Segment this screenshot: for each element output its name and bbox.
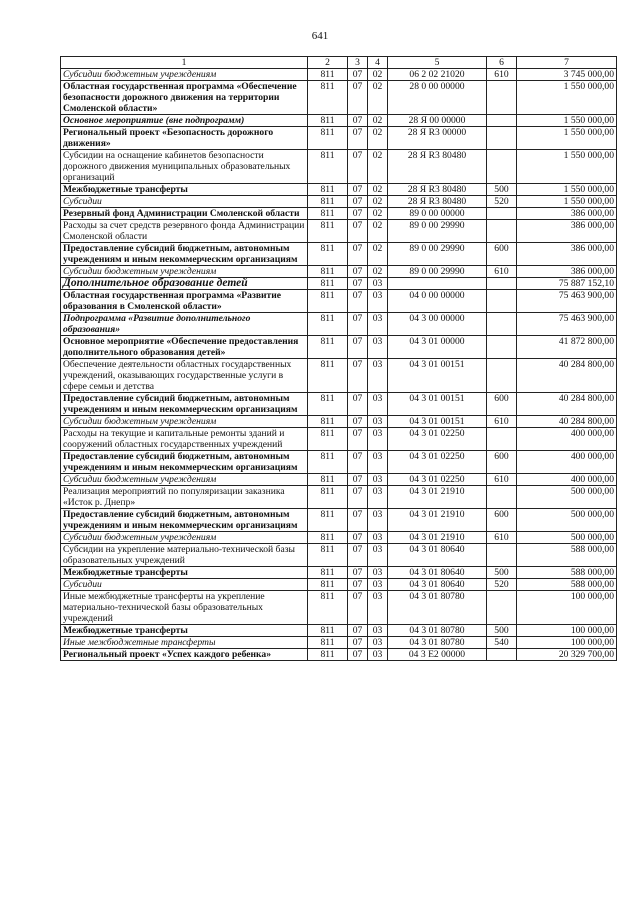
row-target-article-cell: 04 3 E2 00000: [388, 649, 487, 661]
row-expense-type-cell: [487, 544, 517, 567]
table-row: [61, 451, 617, 474]
row-target-article-cell: 04 3 01 80780: [388, 591, 487, 625]
row-code-cell: 811: [308, 336, 348, 359]
row-code-cell: 811: [308, 69, 348, 81]
header-cell: 4: [368, 57, 388, 69]
row-target-article-cell: 28 Я R3 80480: [388, 196, 487, 208]
row-code-cell: 811: [308, 290, 348, 313]
table-row: [61, 208, 617, 220]
row-subsection-cell: 03: [368, 532, 388, 544]
row-amount-cell: 588 000,00: [517, 579, 617, 591]
row-code-cell: 811: [308, 196, 348, 208]
row-name-cell: Межбюджетные трансферты: [61, 567, 308, 579]
row-code-cell: 811: [308, 313, 348, 336]
row-subsection-cell: 02: [368, 127, 388, 150]
row-expense-type-cell: 610: [487, 416, 517, 428]
row-section-cell: 07: [348, 266, 368, 278]
table-row: [61, 649, 617, 661]
header-cell: 5: [388, 57, 487, 69]
row-name-cell: Субсидии бюджетным учреждениям: [61, 266, 308, 278]
row-amount-cell: 386 000,00: [517, 220, 617, 243]
row-target-article-cell: 89 0 00 29990: [388, 220, 487, 243]
row-section-cell: 07: [348, 486, 368, 509]
table-row: [61, 486, 617, 509]
row-target-article-cell: 04 3 01 02250: [388, 428, 487, 451]
row-name-cell: Обеспечение деятельности областных государственных учреждений, оказывающих государственные услуги в сфере семьи и детства: [61, 359, 308, 393]
row-expense-type-cell: [487, 359, 517, 393]
row-amount-cell: 40 284 800,00: [517, 416, 617, 428]
row-expense-type-cell: [487, 81, 517, 115]
table-row: [61, 243, 617, 266]
row-subsection-cell: 03: [368, 451, 388, 474]
row-expense-type-cell: [487, 115, 517, 127]
row-target-article-cell: 04 3 01 80780: [388, 637, 487, 649]
row-expense-type-cell: [487, 150, 517, 184]
row-expense-type-cell: [487, 649, 517, 661]
row-code-cell: 811: [308, 127, 348, 150]
table-row: [61, 220, 617, 243]
row-expense-type-cell: [487, 313, 517, 336]
row-target-article-cell: 04 3 01 00000: [388, 336, 487, 359]
row-code-cell: 811: [308, 208, 348, 220]
row-expense-type-cell: 600: [487, 393, 517, 416]
row-name-cell: Резервный фонд Администрации Смоленской области: [61, 208, 308, 220]
table-row: [61, 115, 617, 127]
row-subsection-cell: 02: [368, 220, 388, 243]
table-row: [61, 579, 617, 591]
row-section-cell: 07: [348, 278, 368, 290]
row-section-cell: 07: [348, 220, 368, 243]
row-section-cell: 07: [348, 416, 368, 428]
table-row: [61, 69, 617, 81]
row-section-cell: 07: [348, 69, 368, 81]
row-expense-type-cell: 520: [487, 579, 517, 591]
table-row: [61, 196, 617, 208]
row-code-cell: 811: [308, 474, 348, 486]
row-name-cell: Региональный проект «Успех каждого ребенка»: [61, 649, 308, 661]
row-amount-cell: 1 550 000,00: [517, 81, 617, 115]
row-amount-cell: 1 550 000,00: [517, 115, 617, 127]
row-amount-cell: 500 000,00: [517, 532, 617, 544]
table-row: [61, 336, 617, 359]
row-section-cell: 07: [348, 591, 368, 625]
row-section-cell: 07: [348, 474, 368, 486]
row-subsection-cell: 02: [368, 69, 388, 81]
row-amount-cell: 100 000,00: [517, 591, 617, 625]
row-amount-cell: 100 000,00: [517, 625, 617, 637]
row-code-cell: 811: [308, 416, 348, 428]
row-expense-type-cell: 500: [487, 184, 517, 196]
row-subsection-cell: 03: [368, 313, 388, 336]
row-subsection-cell: 02: [368, 208, 388, 220]
row-name-cell: Реализация мероприятий по популяризации заказника «Исток р. Днепр»: [61, 486, 308, 509]
row-target-article-cell: 04 3 01 00151: [388, 393, 487, 416]
row-subsection-cell: 02: [368, 243, 388, 266]
row-expense-type-cell: [487, 290, 517, 313]
row-code-cell: 811: [308, 393, 348, 416]
row-expense-type-cell: [487, 428, 517, 451]
row-expense-type-cell: [487, 486, 517, 509]
row-section-cell: 07: [348, 532, 368, 544]
row-section-cell: 07: [348, 649, 368, 661]
row-amount-cell: 40 284 800,00: [517, 393, 617, 416]
row-subsection-cell: 03: [368, 567, 388, 579]
row-section-cell: 07: [348, 208, 368, 220]
row-target-article-cell: 04 3 01 02250: [388, 474, 487, 486]
row-expense-type-cell: 600: [487, 243, 517, 266]
row-name-cell: Иные межбюджетные трансферты на укрепление материально-технической базы образовательных учреждений: [61, 591, 308, 625]
row-section-cell: 07: [348, 637, 368, 649]
row-amount-cell: 1 550 000,00: [517, 150, 617, 184]
row-subsection-cell: 02: [368, 266, 388, 278]
row-expense-type-cell: [487, 127, 517, 150]
row-subsection-cell: 02: [368, 184, 388, 196]
row-name-cell: Региональный проект «Безопасность дорожного движения»: [61, 127, 308, 150]
table-row: [61, 290, 617, 313]
row-name-cell: Основное мероприятие «Обеспечение предоставления дополнительного образования детей»: [61, 336, 308, 359]
row-target-article-cell: 04 3 00 00000: [388, 313, 487, 336]
table-row: [61, 127, 617, 150]
table-row: [61, 184, 617, 196]
row-expense-type-cell: 540: [487, 637, 517, 649]
row-target-article-cell: 28 0 00 00000: [388, 81, 487, 115]
row-name-cell: Областная государственная программа «Обеспечение безопасности дорожного движения на территории Смоленской области»: [61, 81, 308, 115]
row-expense-type-cell: [487, 336, 517, 359]
row-name-cell: Иные межбюджетные трансферты: [61, 637, 308, 649]
row-target-article-cell: 89 0 00 29990: [388, 243, 487, 266]
row-amount-cell: 100 000,00: [517, 637, 617, 649]
row-name-cell: Предоставление субсидий бюджетным, автономным учреждениям и иным некоммерческим организациям: [61, 243, 308, 266]
row-code-cell: 811: [308, 544, 348, 567]
row-subsection-cell: 03: [368, 625, 388, 637]
row-name-cell: Основное мероприятие (вне подпрограмм): [61, 115, 308, 127]
row-amount-cell: 500 000,00: [517, 486, 617, 509]
row-amount-cell: 40 284 800,00: [517, 359, 617, 393]
row-subsection-cell: 03: [368, 486, 388, 509]
row-target-article-cell: 28 Я R3 80480: [388, 150, 487, 184]
table-row: [61, 532, 617, 544]
row-amount-cell: 400 000,00: [517, 428, 617, 451]
page-number: 641: [311, 30, 329, 42]
row-code-cell: 811: [308, 591, 348, 625]
table-row: [61, 359, 617, 393]
row-section-cell: 07: [348, 313, 368, 336]
row-code-cell: 811: [308, 184, 348, 196]
row-section-cell: 07: [348, 184, 368, 196]
row-name-cell: Субсидии: [61, 579, 308, 591]
row-section-cell: 07: [348, 127, 368, 150]
row-amount-cell: 400 000,00: [517, 474, 617, 486]
row-expense-type-cell: [487, 278, 517, 290]
row-name-cell: Предоставление субсидий бюджетным, автономным учреждениям и иным некоммерческим организациям: [61, 451, 308, 474]
row-amount-cell: 75 887 152,10: [517, 278, 617, 290]
row-expense-type-cell: 500: [487, 567, 517, 579]
row-target-article-cell: 04 3 01 21910: [388, 532, 487, 544]
row-name-cell: Дополнительное образование детей: [61, 278, 308, 290]
row-amount-cell: 400 000,00: [517, 451, 617, 474]
row-section-cell: 07: [348, 393, 368, 416]
row-expense-type-cell: 600: [487, 509, 517, 532]
row-name-cell: Субсидии: [61, 196, 308, 208]
row-section-cell: 07: [348, 81, 368, 115]
row-code-cell: 811: [308, 243, 348, 266]
header-row: [61, 57, 617, 69]
row-code-cell: 811: [308, 359, 348, 393]
header-cell: 3: [348, 57, 368, 69]
row-amount-cell: 1 550 000,00: [517, 127, 617, 150]
row-code-cell: 811: [308, 567, 348, 579]
row-name-cell: Межбюджетные трансферты: [61, 184, 308, 196]
row-code-cell: 811: [308, 266, 348, 278]
row-code-cell: 811: [308, 532, 348, 544]
row-section-cell: 07: [348, 290, 368, 313]
row-amount-cell: 386 000,00: [517, 266, 617, 278]
row-target-article-cell: 04 0 00 00000: [388, 290, 487, 313]
row-subsection-cell: 03: [368, 336, 388, 359]
row-subsection-cell: 03: [368, 509, 388, 532]
table-row: [61, 393, 617, 416]
row-section-cell: 07: [348, 544, 368, 567]
row-subsection-cell: 03: [368, 290, 388, 313]
row-code-cell: 811: [308, 150, 348, 184]
row-name-cell: Субсидии на оснащение кабинетов безопасности дорожного движения муниципальных образовательных организаций: [61, 150, 308, 184]
table-row: [61, 509, 617, 532]
row-name-cell: Субсидии бюджетным учреждениям: [61, 474, 308, 486]
header-cell: 1: [61, 57, 308, 69]
row-subsection-cell: 03: [368, 359, 388, 393]
row-code-cell: 811: [308, 579, 348, 591]
row-subsection-cell: 03: [368, 474, 388, 486]
row-name-cell: Субсидии бюджетным учреждениям: [61, 416, 308, 428]
row-amount-cell: 1 550 000,00: [517, 196, 617, 208]
row-target-article-cell: 04 3 01 80640: [388, 544, 487, 567]
table-row: [61, 637, 617, 649]
row-name-cell: Субсидии бюджетным учреждениям: [61, 69, 308, 81]
row-amount-cell: 588 000,00: [517, 544, 617, 567]
row-target-article-cell: 28 Я R3 00000: [388, 127, 487, 150]
row-code-cell: 811: [308, 625, 348, 637]
row-target-article-cell: 04 3 01 00151: [388, 359, 487, 393]
row-target-article-cell: 28 Я R3 80480: [388, 184, 487, 196]
table-row: [61, 567, 617, 579]
row-section-cell: 07: [348, 336, 368, 359]
header-cell: 6: [487, 57, 517, 69]
row-name-cell: Межбюджетные трансферты: [61, 625, 308, 637]
row-target-article-cell: 04 3 01 21910: [388, 509, 487, 532]
row-target-article-cell: 04 3 01 80640: [388, 579, 487, 591]
table-row: [61, 474, 617, 486]
row-amount-cell: 20 329 700,00: [517, 649, 617, 661]
row-section-cell: 07: [348, 428, 368, 451]
row-subsection-cell: 03: [368, 393, 388, 416]
row-amount-cell: 386 000,00: [517, 208, 617, 220]
table-row: [61, 266, 617, 278]
row-code-cell: 811: [308, 278, 348, 290]
row-code-cell: 811: [308, 486, 348, 509]
row-subsection-cell: 03: [368, 416, 388, 428]
row-code-cell: 811: [308, 451, 348, 474]
row-name-cell: Субсидии на укрепление материально-технической базы образовательных учреждений: [61, 544, 308, 567]
row-code-cell: 811: [308, 115, 348, 127]
row-section-cell: 07: [348, 451, 368, 474]
row-expense-type-cell: 520: [487, 196, 517, 208]
table-row: [61, 591, 617, 625]
row-section-cell: 07: [348, 625, 368, 637]
row-amount-cell: 1 550 000,00: [517, 184, 617, 196]
row-subsection-cell: 02: [368, 115, 388, 127]
row-subsection-cell: 02: [368, 196, 388, 208]
row-name-cell: Предоставление субсидий бюджетным, автономным учреждениям и иным некоммерческим организациям: [61, 509, 308, 532]
row-subsection-cell: 02: [368, 81, 388, 115]
row-expense-type-cell: [487, 208, 517, 220]
row-name-cell: Областная государственная программа «Развитие образования в Смоленской области»: [61, 290, 308, 313]
row-subsection-cell: 02: [368, 150, 388, 184]
row-expense-type-cell: 500: [487, 625, 517, 637]
row-amount-cell: 386 000,00: [517, 243, 617, 266]
header-cell: 7: [517, 57, 617, 69]
row-code-cell: 811: [308, 509, 348, 532]
row-subsection-cell: 03: [368, 591, 388, 625]
table-row: [61, 81, 617, 115]
row-amount-cell: 75 463 900,00: [517, 313, 617, 336]
row-name-cell: Субсидии бюджетным учреждениям: [61, 532, 308, 544]
row-target-article-cell: 28 Я 00 00000: [388, 115, 487, 127]
row-section-cell: 07: [348, 115, 368, 127]
row-target-article-cell: 89 0 00 00000: [388, 208, 487, 220]
row-expense-type-cell: 610: [487, 266, 517, 278]
row-subsection-cell: 03: [368, 544, 388, 567]
row-amount-cell: 41 872 800,00: [517, 336, 617, 359]
row-target-article-cell: 04 3 01 00151: [388, 416, 487, 428]
row-expense-type-cell: [487, 220, 517, 243]
row-subsection-cell: 03: [368, 649, 388, 661]
row-code-cell: 811: [308, 220, 348, 243]
row-amount-cell: 75 463 900,00: [517, 290, 617, 313]
table-row: [61, 428, 617, 451]
header-cell: 2: [308, 57, 348, 69]
row-section-cell: 07: [348, 579, 368, 591]
row-target-article-cell: [388, 278, 487, 290]
table-row: [61, 278, 617, 290]
table-row: [61, 416, 617, 428]
row-target-article-cell: 04 3 01 80640: [388, 567, 487, 579]
row-amount-cell: 500 000,00: [517, 509, 617, 532]
row-code-cell: 811: [308, 428, 348, 451]
row-subsection-cell: 03: [368, 579, 388, 591]
row-expense-type-cell: 610: [487, 69, 517, 81]
row-name-cell: Расходы на текущие и капитальные ремонты зданий и сооружений областных государственных учреждений: [61, 428, 308, 451]
row-target-article-cell: 04 3 01 80780: [388, 625, 487, 637]
row-subsection-cell: 03: [368, 428, 388, 451]
row-expense-type-cell: [487, 591, 517, 625]
table-row: [61, 313, 617, 336]
row-section-cell: 07: [348, 509, 368, 532]
row-amount-cell: 588 000,00: [517, 567, 617, 579]
row-name-cell: Подпрограмма «Развитие дополнительного образования»: [61, 313, 308, 336]
row-expense-type-cell: 610: [487, 474, 517, 486]
row-target-article-cell: 04 3 01 02250: [388, 451, 487, 474]
table-row: [61, 544, 617, 567]
row-section-cell: 07: [348, 150, 368, 184]
row-subsection-cell: 03: [368, 278, 388, 290]
row-expense-type-cell: 610: [487, 532, 517, 544]
table-row: [61, 150, 617, 184]
row-target-article-cell: 89 0 00 29990: [388, 266, 487, 278]
row-section-cell: 07: [348, 196, 368, 208]
row-section-cell: 07: [348, 243, 368, 266]
row-subsection-cell: 03: [368, 637, 388, 649]
row-code-cell: 811: [308, 81, 348, 115]
row-name-cell: Расходы за счет средств резервного фонда Администрации Смоленской области: [61, 220, 308, 243]
row-name-cell: Предоставление субсидий бюджетным, автономным учреждениям и иным некоммерческим организациям: [61, 393, 308, 416]
budget-table: [60, 56, 617, 661]
table-row: [61, 625, 617, 637]
row-code-cell: 811: [308, 649, 348, 661]
row-expense-type-cell: 600: [487, 451, 517, 474]
row-section-cell: 07: [348, 359, 368, 393]
row-target-article-cell: 04 3 01 21910: [388, 486, 487, 509]
row-target-article-cell: 06 2 02 21020: [388, 69, 487, 81]
row-amount-cell: 3 745 000,00: [517, 69, 617, 81]
row-section-cell: 07: [348, 567, 368, 579]
row-code-cell: 811: [308, 637, 348, 649]
